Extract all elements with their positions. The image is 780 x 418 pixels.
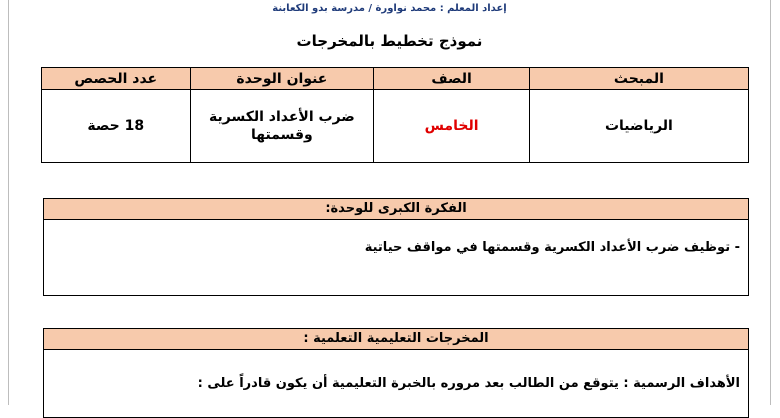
header-sessions: عدد الحصص: [42, 68, 191, 90]
sessions-value: 18 حصة: [42, 90, 191, 163]
unit-info-header-row: [42, 68, 749, 90]
document-page: [8, 0, 771, 405]
big-idea-text: - توظيف ضرب الأعداد الكسرية وقسمتها في مواقف حياتية: [364, 240, 740, 255]
big-idea-section: [43, 198, 749, 296]
subject-value: الرياضيات: [529, 90, 748, 163]
document-title: نموذج تخطيط بالمخرجات: [296, 32, 483, 50]
learning-outcomes-heading: المخرجات التعليمية التعلمية :: [44, 329, 748, 350]
header-unit-title: عنوان الوحدة: [190, 68, 374, 90]
unit-title-value: ضرب الأعداد الكسرية وقسمتها: [190, 90, 374, 163]
header-subject: المبحث: [529, 68, 748, 90]
prepared-by-line: إعداد المعلم : محمد نواورة / مدرسة بدو الكعابنة: [272, 3, 507, 14]
grade-value: الخامس: [374, 90, 530, 163]
big-idea-heading: الفكرة الكبرى للوحدة:: [44, 199, 748, 220]
unit-info-table: [41, 67, 749, 163]
header-grade: الصف: [374, 68, 530, 90]
learning-outcomes-line: الأهداف الرسمية : يتوقع من الطالب بعد مروره بالخبرة التعليمية أن يكون قادراً على :: [197, 376, 740, 391]
unit-info-values-row: [42, 90, 749, 163]
